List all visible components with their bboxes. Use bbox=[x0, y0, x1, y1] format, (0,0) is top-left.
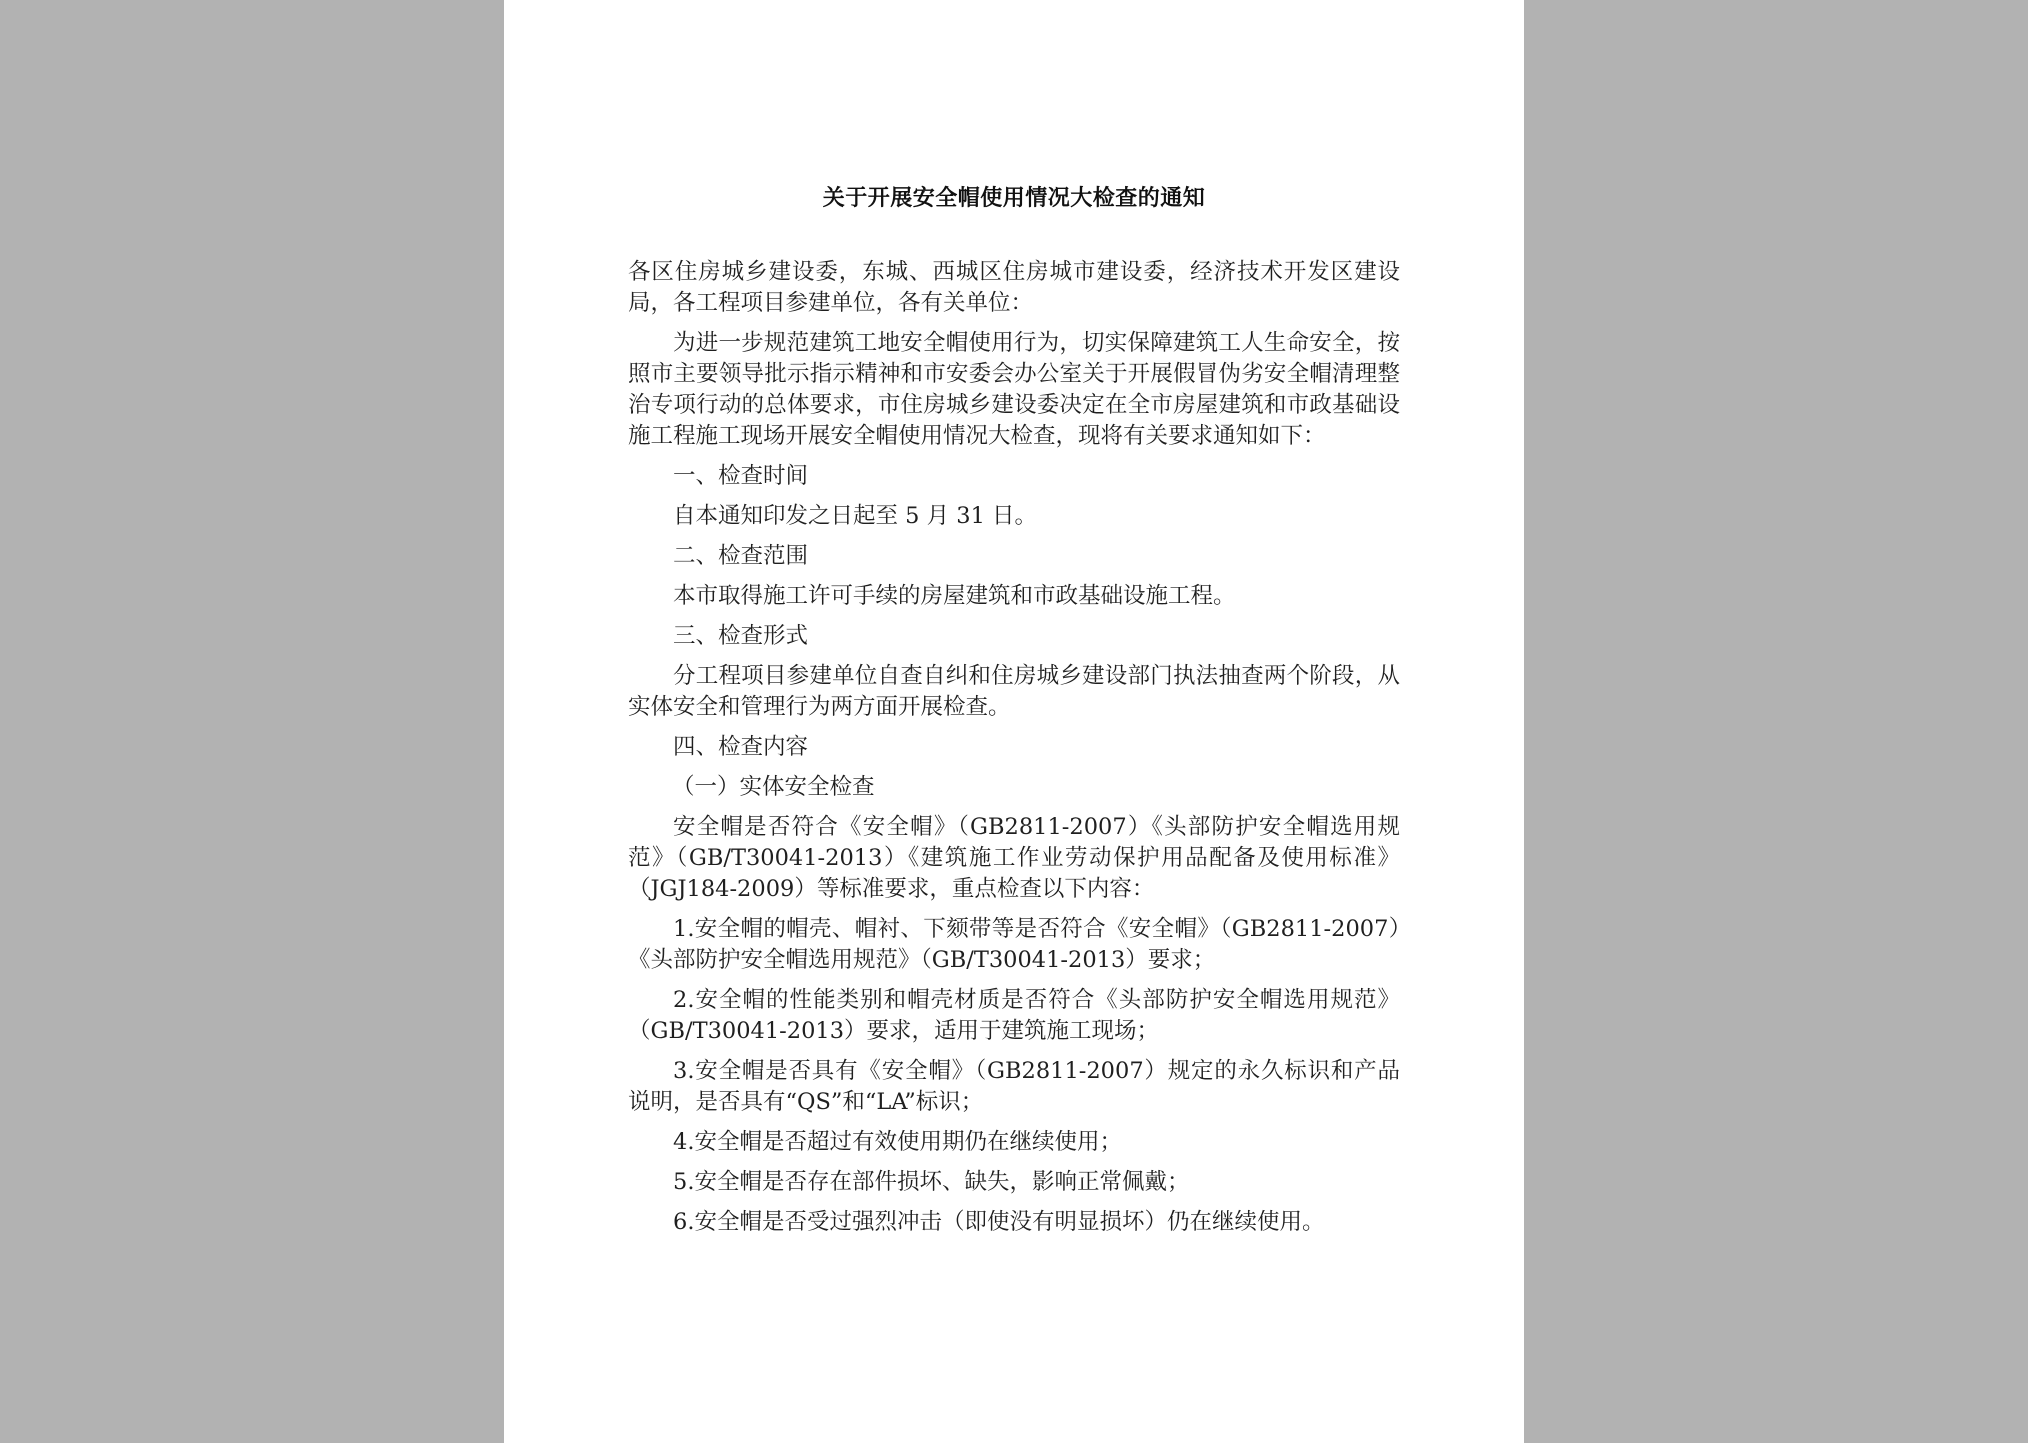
list-item: 6.安全帽是否受过强烈冲击（即使没有明显损坏）仍在继续使用。 bbox=[673, 1209, 1325, 1235]
section-body-scope: 本市取得施工许可手续的房屋建筑和市政基础设施工程。 bbox=[673, 583, 1236, 609]
list-item: 3.安全帽是否具有《安全帽》（GB2811-2007）规定的永久标识和产品说明，是否具有“QS”和“LA”标识； bbox=[628, 1058, 1400, 1115]
section-body-form: 分工程项目参建单位自查自纠和住房城乡建设部门执法抽查两个阶段，从实体安全和管理行为两方面开展检查。 bbox=[628, 663, 1400, 720]
section-heading-time: 一、检查时间 bbox=[673, 463, 809, 489]
subsection-intro: 安全帽是否符合《安全帽》（GB2811-2007）《头部防护安全帽选用规范》（GB/T30041-2013）《建筑施工作业劳动保护用品配备及使用标准》（JGJ184-2009）等标准要求，重点检查以下内容： bbox=[628, 814, 1400, 902]
section-body-time: 自本通知印发之日起至 5 月 31 日。 bbox=[673, 503, 1038, 529]
section-heading-scope: 二、检查范围 bbox=[673, 543, 809, 569]
document-page bbox=[504, 0, 1524, 1443]
subsection-heading-physical-safety: （一）实体安全检查 bbox=[672, 774, 875, 800]
document-title: 关于开展安全帽使用情况大检查的通知 bbox=[822, 186, 1206, 211]
intro-paragraph: 为进一步规范建筑工地安全帽使用行为，切实保障建筑工人生命安全，按照市主要领导批示指示精神和市安委会办公室关于开展假冒伪劣安全帽清理整治专项行动的总体要求，市住房城乡建设委决定在全市房屋建筑和市政基础设施工程施工现场开展安全帽使用情况大检查，现将有关要求通知如下： bbox=[628, 330, 1400, 449]
list-item: 1.安全帽的帽壳、帽衬、下颏带等是否符合《安全帽》（GB2811-2007）《头部防护安全帽选用规范》（GB/T30041-2013）要求； bbox=[628, 916, 1400, 973]
page-content bbox=[628, 181, 1400, 1247]
addressee-paragraph: 各区住房城乡建设委，东城、西城区住房城市建设委，经济技术开发区建设局，各工程项目参建单位，各有关单位： bbox=[628, 259, 1400, 316]
section-heading-content: 四、检查内容 bbox=[673, 734, 809, 760]
list-item: 2.安全帽的性能类别和帽壳材质是否符合《头部防护安全帽选用规范》（GB/T30041-2013）要求，适用于建筑施工现场； bbox=[628, 987, 1400, 1044]
list-item: 4.安全帽是否超过有效使用期仍在继续使用； bbox=[673, 1129, 1122, 1155]
section-heading-form: 三、检查形式 bbox=[673, 623, 809, 649]
list-item: 5.安全帽是否存在部件损坏、缺失，影响正常佩戴； bbox=[673, 1169, 1190, 1195]
